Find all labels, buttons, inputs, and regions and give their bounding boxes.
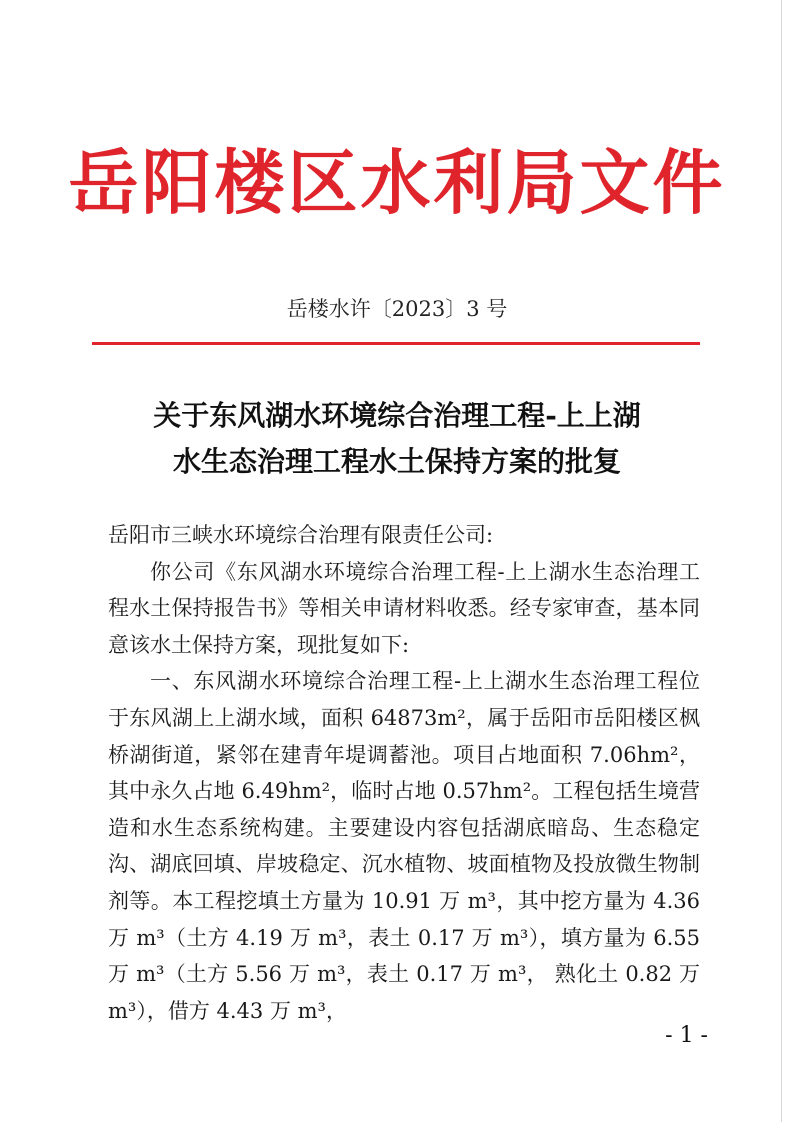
document-title [0, 393, 794, 485]
paragraph-intro: 你公司《东风湖水环境综合治理工程-上上湖水生态治理工程水土保持报告书》等相关申请材料收悉。经专家审查，基本同意该水土保持方案，现批复如下: [108, 559, 700, 657]
title-line-1: 关于东风湖水环境综合治理工程-上上湖 [153, 399, 641, 432]
document-masthead: 岳阳楼区水利局文件 [68, 141, 726, 224]
red-divider [92, 342, 700, 345]
document-number: 岳楼水许〔2023〕3 号 [286, 297, 508, 321]
paragraph-item-1: 一、东风湖水环境综合治理工程-上上湖水生态治理工程位于东风湖上上湖水域，面积 64873m²，属于岳阳市岳阳楼区枫桥湖街道，紧邻在建青年堤调蓄池。项目占地面积 7.06hm²，其中永久占地 6.49hm²，临时占地 0.57hm²。工程包括生境营造和水生态系统构建。主要建设内容包括湖底暗岛、生态稳定沟、湖底回填、岸坡稳定、沉水植物、坡面植物及投放微生物制剂等。本工程挖填土方量为 10.91 万 m³，其中挖方量为 4.36 万 m³（土方 4.19 万 m³，表土 0.17 万 m³），填方量为 6.55 万 m³（土方 5.56 万 m³，表土 0.17 万 m³， 熟化土 0.82 万 m³），借方 4.43 万 m³， [108, 669, 700, 1023]
document-body [108, 517, 700, 1029]
addressee: 岳阳市三峡水环境综合治理有限责任公司: [108, 523, 494, 547]
page-number: - 1 - [665, 1023, 708, 1048]
title-line-2: 水生态治理工程水土保持方案的批复 [172, 445, 621, 478]
